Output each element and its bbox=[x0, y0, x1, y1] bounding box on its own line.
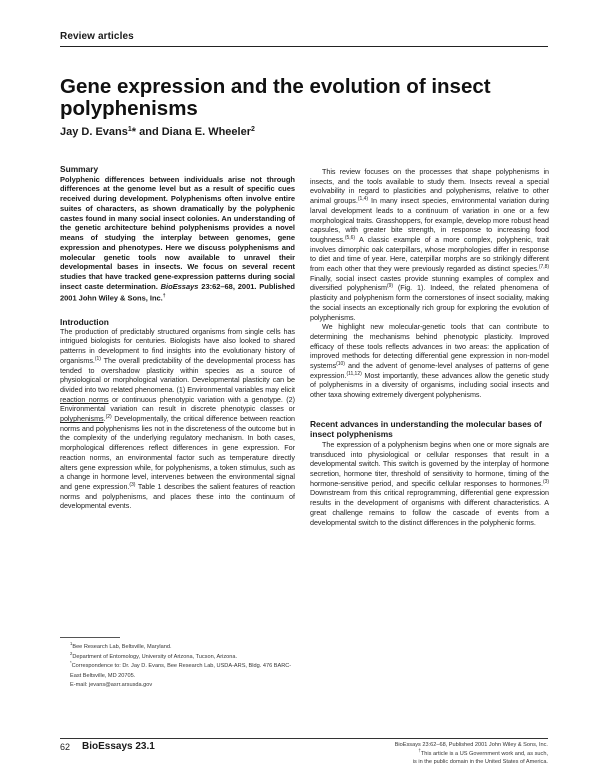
affiliation-marker: 1 bbox=[127, 126, 132, 133]
footnote-email: E-mail: jevans@asrr.arsusda.gov bbox=[70, 682, 153, 688]
journal-ref: BioEssays bbox=[160, 281, 199, 291]
citation-ref: (5,6) bbox=[344, 234, 356, 241]
body-paragraph: This review focuses on the processes that shape polyphenisms in insects, and the tools available to study them. Insects reveal a special evolvability in regard to plasticities and polyphenisms, relative to other animal groups.$^{(1,4)}$ In many insect species, environmental variation during larval development leads to a continuum of variation in one or a few morphological traits. Grasshoppers, for example, develop more robust head capsules, with greater bite strength, in response to increasing food toughness.$^{(5,6)}$ A classic example of a more complex, polyphenic, trait involves dimorphic oak caterpillars, whose morphologies differ in response to diet and time of year. Here, caterpillar morphs are so strikingly different from each other that they were previously regarded as distinct species.$^{(7,8)}$ Finally, social insect castes provide stunning examples of complex and diversified polyphenism$^{(9)}$ (Fig. 1). Indeed, the related phenomena of plasticity and polyphenism form the cornerstones of insect sociality, making the social insects an exceptionally rich group for exploring the evolution of polyphenisms. bbox=[310, 167, 549, 322]
citation-ref: (1) bbox=[94, 355, 101, 362]
section-label: Review articles bbox=[60, 31, 134, 42]
citation-ref: (2) bbox=[105, 414, 112, 421]
journal-name: BioEssays 23.1 bbox=[82, 741, 155, 752]
affiliation-marker: 2 bbox=[251, 126, 255, 133]
body-paragraph: We highlight new molecular-genetic tools that can contribute to determining the mechanisms behind phenotypic plasticity. Improved efficacy of these tools reflects advances in two areas: the application of improved methods for detecting differential gene expression in non-model systems$^{(10)}$ and the advent of genome-level analyses of patterns of gene expression.$^{(11,12)}$ Most importantly, these advances allow the genetic study of polyphenisms in a diversity of organisms, including social insects and other taxa showing extremely divergent polyphenisms. bbox=[310, 322, 549, 400]
right-column bbox=[310, 167, 549, 527]
author-conjunction: and bbox=[136, 126, 162, 138]
glossary-term: polyphenisms bbox=[60, 414, 104, 424]
article-title: Gene expression and the evolution of insect polyphenisms bbox=[60, 75, 491, 120]
dagger-mark: † bbox=[162, 292, 166, 299]
citation-ref: (3) bbox=[129, 482, 136, 488]
citation-ref: (10) bbox=[336, 361, 345, 368]
introduction-heading: Introduction bbox=[60, 316, 109, 327]
header-rule bbox=[60, 46, 548, 47]
footnotes bbox=[70, 643, 300, 691]
footnote: *Correspondence to: Dr. Jay D. Evans, Bee Research Lab, USDA-ARS, Bldg. 476 BARC-East Beltsville, MD 20705. bbox=[70, 660, 292, 679]
author-name: Diana E. Wheeler bbox=[161, 126, 251, 138]
citation-ref: (9) bbox=[386, 283, 393, 290]
glossary-term: reaction norms bbox=[60, 394, 109, 404]
summary-heading: Summary bbox=[60, 164, 99, 174]
citation-ref: (11,12) bbox=[346, 370, 362, 377]
citation-ref: (7,8) bbox=[538, 264, 549, 271]
page-number: 62 bbox=[60, 742, 71, 752]
author-name: Jay D. Evans bbox=[60, 126, 128, 138]
copyright-notice: BioEssays 23:62–68, Published 2001 John Wiley & Sons, Inc. †This article is a US Government work and, as such, is in the public domain in the United States of America. bbox=[394, 742, 548, 766]
section-heading: Recent advances in understanding the molecular bases of insect polyphenisms bbox=[310, 418, 542, 439]
summary-text: Polyphenic differences between individuals arise not through differences at the genome level but as a result of specific cues received during development. Polyphenisms often involve entire suites of characters, as shown dramatically by the polyphenic castes found in many social insect colonies. An understanding of the genetic architecture behind polyphenisms provides a novel means of studying the interplay between genomes, gene expression and phenotypes. Here we discuss polyphenisms and molecular genetic tools now available to unravel their developmental bases in insects. We focus on several recent studies that have tracked gene-expression patterns during social insect caste determination. BioEssays 23:62–68, 2001. Published 2001 John Wiley & Sons, Inc.† bbox=[60, 174, 295, 302]
left-column bbox=[60, 165, 295, 511]
footer-rule bbox=[60, 738, 548, 739]
citation-ref: (3) bbox=[542, 478, 549, 485]
author-line bbox=[60, 126, 255, 138]
footnote: $^2$Department of Entomology, University of Arizona, Tucson, Arizona. bbox=[70, 650, 238, 660]
footnote: $^1$Bee Research Lab, Beltsville, Maryland. bbox=[70, 641, 172, 650]
correspondence-marker: * bbox=[131, 126, 137, 138]
introduction-paragraph: The production of predictably structured organisms from single cells has intrigued biologists for centuries. Biologists have also looked to shared patterns in development to find insights into the evolutionary history of organisms.$^{(1)}$ The overall predictability of the developmental process has tended to overshadow plasticity within species as a source of physiological or morphological variation. Developmental plasticity can be divided into two related phenomena. (1) Environmental variables may elicit reaction norms or continuous phenotypic variation with a genotype. (2) Environmental variation can result in discrete phenotypic classes or polyphenisms.$^{(2)}$ Developmentally, the critical difference between reaction norms and polyphenisms lies not in the discreteness of the outcome but in the complexity of the underlying regulatory mechanism. In both cases, morphological differences reflect differences in gene expression. For reaction norms, an environmental factor such as temperature directly alters gene expression while, for polyphenisms, a token stimulus, such as a change in hormone level, intervenes between the environmental signal and gene expression.$^{(3)}$ Table 1 describes the salient features of reaction norms and polyphenisms, and places these into the continuum of developmental events. bbox=[60, 326, 295, 511]
citation-ref: (1,4) bbox=[357, 196, 368, 203]
body-paragraph: The expression of a polyphenism begins when one or more signals are transduced into physiological or cellular responses that result in a developmental switch. This switch is governed by the interplay of hormone secretion, hormone titer, threshold of sensitivity to hormone, timing of the hormone-sensitive period, and specific cellular responses to hormones.$^{(3)}$ Downstream from this critical reprogramming, differential gene expression results in the development of organisms with different characteristics. A great challenge remains to follow the cascade of events from a developmental switch to the distinct differences in the polyphenic forms. bbox=[310, 439, 549, 527]
footnote-rule bbox=[60, 637, 120, 638]
